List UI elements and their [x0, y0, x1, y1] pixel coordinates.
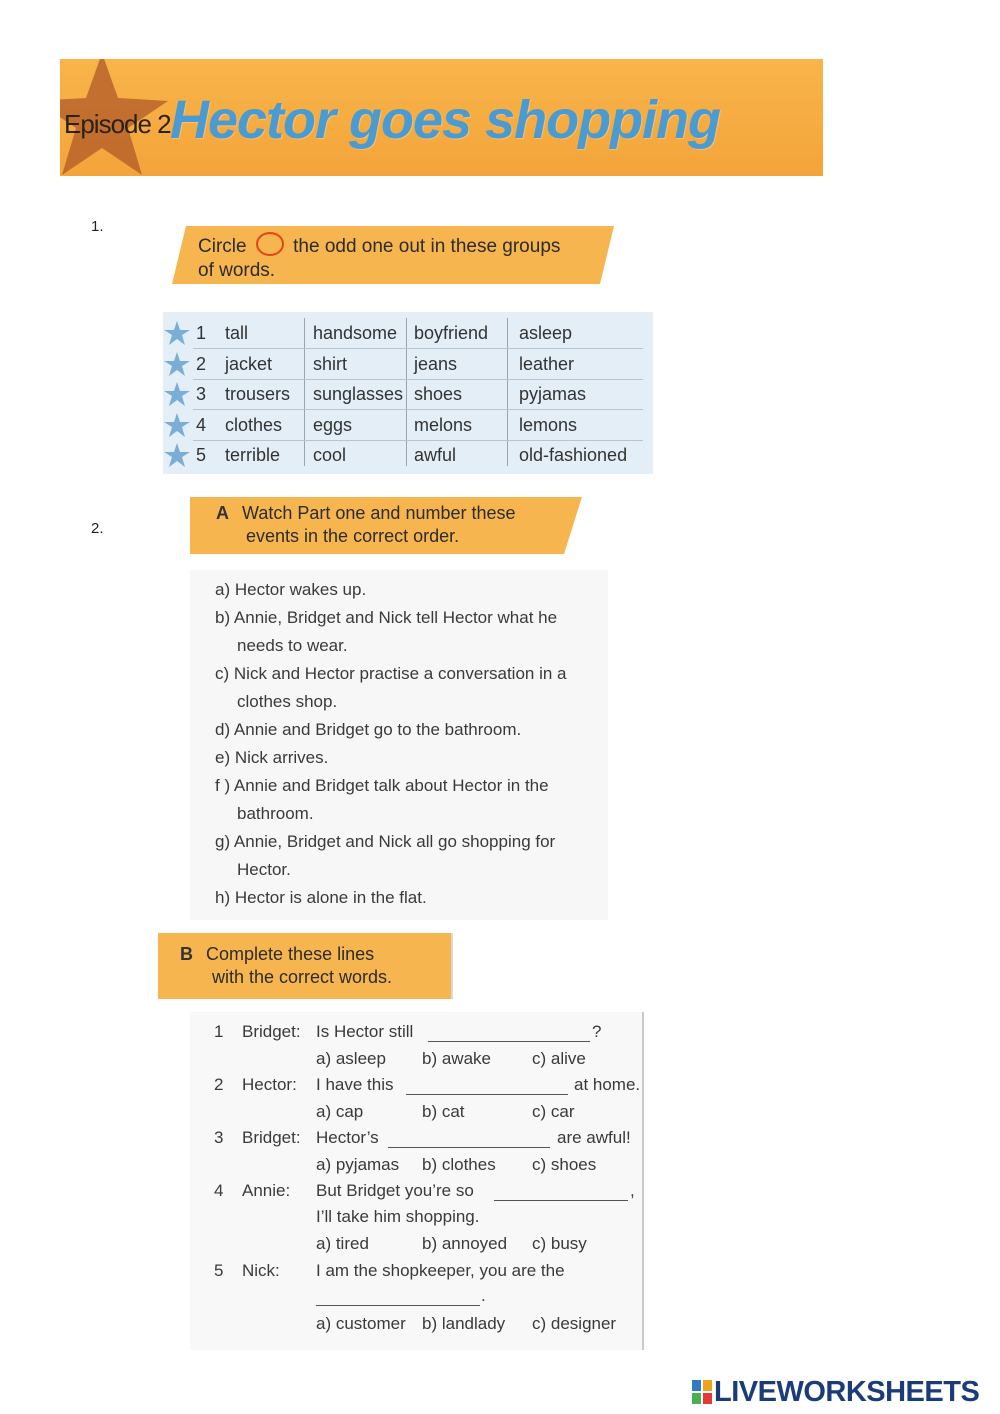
- answer-blank[interactable]: [494, 1200, 628, 1201]
- word-cell[interactable]: clothes: [225, 414, 283, 435]
- episode-label: Episode 2: [64, 109, 171, 139]
- line-text-after: are awful!: [557, 1128, 631, 1147]
- event-text-cont: needs to wear.: [237, 636, 348, 655]
- circle-icon: [256, 232, 284, 256]
- answer-option[interactable]: b) awake: [422, 1049, 491, 1068]
- event-item: [215, 744, 605, 772]
- event-item: [215, 716, 605, 744]
- word-cell[interactable]: leather: [519, 353, 575, 374]
- star-icon: [163, 321, 191, 345]
- instruction-banner-1: [172, 222, 614, 288]
- word-cell[interactable]: eggs: [313, 414, 353, 435]
- word-cell[interactable]: pyjamas: [519, 384, 587, 404]
- question-number-1: 1.: [91, 218, 104, 235]
- line-number: 2: [214, 1075, 224, 1094]
- logo-icon: [692, 1380, 712, 1404]
- section-b-banner: [158, 933, 453, 999]
- row-number: 5: [196, 445, 207, 465]
- line-number: 3: [214, 1128, 224, 1147]
- instruction-text: the odd one out in these groups: [293, 236, 561, 257]
- section-a-line2: events in the correct order.: [246, 526, 460, 546]
- speaker: Nick:: [242, 1261, 280, 1280]
- line-text-after: ,: [630, 1181, 635, 1200]
- events-list: [190, 570, 608, 920]
- answer-option[interactable]: c) busy: [532, 1234, 587, 1253]
- event-text: h) Hector is alone in the flat.: [215, 888, 427, 907]
- line-number: 5: [214, 1261, 224, 1280]
- star-icon: [163, 382, 191, 406]
- row-number: 2: [196, 353, 207, 374]
- answer-blank[interactable]: [406, 1094, 568, 1095]
- line-number: 1: [214, 1022, 224, 1041]
- event-item: [215, 884, 605, 912]
- event-text: c) Nick and Hector practise a conversation in a: [215, 664, 567, 683]
- word-groups-table: [163, 312, 653, 474]
- line-text: Is Hector still: [316, 1022, 414, 1041]
- event-item: [215, 604, 605, 660]
- answer-option[interactable]: c) alive: [532, 1049, 586, 1068]
- answer-option[interactable]: b) landlady: [422, 1314, 506, 1333]
- liveworksheets-logo: [692, 1376, 992, 1408]
- event-text: f ) Annie and Bridget talk about Hector in the: [215, 776, 549, 795]
- word-cell[interactable]: asleep: [519, 323, 573, 343]
- line-text: But Bridget you’re so: [316, 1181, 474, 1200]
- line-text: I have this: [316, 1075, 394, 1094]
- answer-option[interactable]: a) customer: [316, 1314, 406, 1333]
- event-text-cont: bathroom.: [237, 804, 314, 823]
- answer-option[interactable]: a) asleep: [316, 1049, 386, 1068]
- word-cell[interactable]: terrible: [225, 445, 281, 465]
- word-cell[interactable]: tall: [225, 323, 249, 343]
- section-a-banner: [190, 497, 582, 554]
- word-cell[interactable]: old-fashioned: [519, 445, 628, 465]
- event-text: a) Hector wakes up.: [215, 580, 367, 599]
- episode-title: Hector goes shopping: [170, 90, 721, 150]
- speaker: Bridget:: [242, 1128, 301, 1147]
- answer-option[interactable]: c) car: [532, 1102, 575, 1121]
- answer-blank[interactable]: [388, 1147, 550, 1148]
- event-text: d) Annie and Bridget go to the bathroom.: [215, 720, 522, 739]
- word-cell[interactable]: handsome: [313, 323, 398, 343]
- table-row: [163, 440, 653, 471]
- star-icon: [163, 413, 191, 437]
- question-number-2: 2.: [91, 520, 104, 537]
- line-text: Hector’s: [316, 1128, 379, 1147]
- word-cell[interactable]: jacket: [225, 353, 273, 374]
- speaker: Annie:: [242, 1181, 291, 1200]
- line-text-2: I’ll take him shopping.: [316, 1207, 480, 1226]
- word-cell[interactable]: shirt: [313, 353, 348, 374]
- answer-option[interactable]: b) cat: [422, 1102, 465, 1121]
- answer-option[interactable]: b) annoyed: [422, 1234, 508, 1253]
- section-letter: A: [216, 503, 229, 523]
- complete-lines: [190, 1012, 644, 1350]
- word-cell[interactable]: jeans: [414, 353, 458, 374]
- line-text-after: at home.: [574, 1075, 641, 1094]
- word-cell[interactable]: sunglasses: [313, 384, 404, 404]
- event-text: e) Nick arrives.: [215, 748, 329, 767]
- section-a-line1: Watch Part one and number these: [242, 503, 516, 523]
- word-cell[interactable]: shoes: [414, 384, 463, 404]
- event-item: [215, 828, 605, 884]
- table-row: [163, 318, 653, 349]
- table-row: [163, 410, 653, 441]
- word-cell[interactable]: boyfriend: [414, 323, 489, 343]
- section-letter: B: [180, 944, 193, 964]
- section-b-line1: Complete these lines: [206, 944, 375, 964]
- speaker: Bridget:: [242, 1022, 301, 1041]
- episode-banner: [60, 59, 823, 176]
- answer-option[interactable]: c) shoes: [532, 1155, 597, 1174]
- event-item: [215, 660, 605, 716]
- event-item: [215, 772, 605, 828]
- star-icon: [163, 352, 191, 376]
- line-text-after: ?: [592, 1022, 602, 1041]
- event-text: b) Annie, Bridget and Nick tell Hector what he: [215, 608, 558, 627]
- word-cell[interactable]: trousers: [225, 384, 291, 404]
- instruction-text-2: of words.: [198, 260, 276, 281]
- row-number: 4: [196, 414, 207, 435]
- word-cell[interactable]: lemons: [519, 414, 578, 435]
- star-icon: [163, 443, 191, 467]
- word-cell[interactable]: cool: [313, 445, 347, 465]
- event-text-cont: clothes shop.: [237, 692, 338, 711]
- event-item: [215, 576, 605, 604]
- answer-option[interactable]: a) pyjamas: [316, 1155, 400, 1174]
- event-text: g) Annie, Bridget and Nick all go shopping for: [215, 832, 556, 851]
- answer-blank[interactable]: [316, 1305, 480, 1306]
- answer-option[interactable]: c) designer: [532, 1314, 617, 1333]
- line-text: I am the shopkeeper, you are the: [316, 1261, 565, 1280]
- table-row: [163, 349, 653, 380]
- answer-option[interactable]: a) tired: [316, 1234, 369, 1253]
- row-number: 3: [196, 384, 207, 404]
- speaker: Hector:: [242, 1075, 297, 1094]
- line-number: 4: [214, 1181, 224, 1200]
- line-text-after: .: [481, 1286, 486, 1305]
- event-text-cont: Hector.: [237, 860, 291, 879]
- word-cell[interactable]: melons: [414, 414, 473, 435]
- word-cell[interactable]: awful: [414, 445, 457, 465]
- table-row: [163, 379, 653, 410]
- answer-blank[interactable]: [428, 1041, 590, 1042]
- instruction-circle-word: Circle: [198, 236, 247, 257]
- section-b-line2: with the correct words.: [212, 967, 393, 987]
- answer-option[interactable]: a) cap: [316, 1102, 364, 1121]
- row-number: 1: [196, 323, 207, 343]
- logo-text: LIVEWORKSHEETS: [714, 1376, 980, 1408]
- answer-option[interactable]: b) clothes: [422, 1155, 496, 1174]
